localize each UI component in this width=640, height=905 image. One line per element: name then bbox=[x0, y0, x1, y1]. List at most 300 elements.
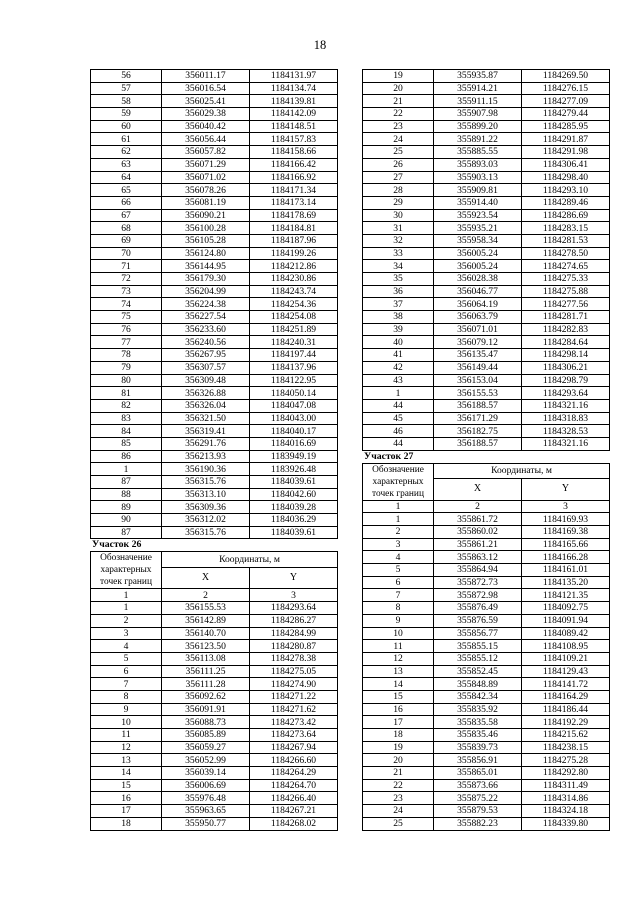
point-number-cell: 10 bbox=[91, 716, 162, 729]
y-coordinate-cell: 1184283.15 bbox=[522, 222, 610, 235]
point-number-cell: 14 bbox=[363, 678, 434, 691]
x-coordinate-cell: 356213.93 bbox=[162, 450, 250, 463]
y-coordinate-cell: 1184324.18 bbox=[522, 805, 610, 818]
point-number-cell: 19 bbox=[363, 741, 434, 754]
x-coordinate-cell: 355839.73 bbox=[434, 741, 522, 754]
x-coordinate-cell: 356092.62 bbox=[162, 690, 250, 703]
x-coordinate-cell: 356111.25 bbox=[162, 665, 250, 678]
table-row bbox=[91, 729, 338, 742]
table-row bbox=[91, 399, 338, 412]
y-coordinate-cell: 1184339.80 bbox=[522, 817, 610, 830]
table-row bbox=[91, 627, 338, 640]
x-coordinate-cell: 356319.41 bbox=[162, 425, 250, 438]
table-row bbox=[363, 234, 610, 247]
point-number-cell: 68 bbox=[91, 222, 162, 235]
point-number-cell: 14 bbox=[91, 767, 162, 780]
y-coordinate-cell: 1184164.29 bbox=[522, 690, 610, 703]
point-number-cell: 44 bbox=[363, 399, 434, 412]
x-coordinate-cell: 355848.89 bbox=[434, 678, 522, 691]
point-number-cell: 67 bbox=[91, 209, 162, 222]
y-coordinate-cell: 1184142.09 bbox=[250, 108, 338, 121]
table-row bbox=[363, 690, 610, 703]
y-coordinate-cell: 1184039.61 bbox=[250, 476, 338, 489]
point-number-cell: 34 bbox=[363, 260, 434, 273]
table-row bbox=[91, 209, 338, 222]
x-coordinate-cell: 355861.21 bbox=[434, 538, 522, 551]
x-coordinate-cell: 355872.73 bbox=[434, 576, 522, 589]
x-coordinate-cell: 355856.77 bbox=[434, 627, 522, 640]
point-number-cell: 40 bbox=[363, 336, 434, 349]
coordinates-table-27 bbox=[362, 463, 610, 831]
y-coordinate-cell: 1184254.08 bbox=[250, 311, 338, 324]
point-number-cell: 22 bbox=[363, 108, 434, 121]
table-row bbox=[363, 589, 610, 602]
table-row bbox=[363, 652, 610, 665]
y-coordinate-cell: 1184254.36 bbox=[250, 298, 338, 311]
point-number-cell: 11 bbox=[91, 729, 162, 742]
y-coordinate-cell: 1184186.44 bbox=[522, 703, 610, 716]
table-row bbox=[363, 399, 610, 412]
table-row bbox=[91, 82, 338, 95]
y-coordinate-cell: 1184266.40 bbox=[250, 792, 338, 805]
y-coordinate-cell: 1184314.86 bbox=[522, 792, 610, 805]
table-row bbox=[91, 476, 338, 489]
x-coordinate-cell: 356321.50 bbox=[162, 412, 250, 425]
point-number-cell: 7 bbox=[91, 678, 162, 691]
point-number-cell: 37 bbox=[363, 298, 434, 311]
point-number-cell: 74 bbox=[91, 298, 162, 311]
y-coordinate-cell: 1184275.28 bbox=[522, 754, 610, 767]
point-number-cell: 30 bbox=[363, 209, 434, 222]
point-number-cell: 73 bbox=[91, 285, 162, 298]
table-row bbox=[91, 450, 338, 463]
y-coordinate-cell: 1184131.97 bbox=[250, 70, 338, 83]
point-number-cell: 18 bbox=[91, 817, 162, 830]
point-number-cell: 31 bbox=[363, 222, 434, 235]
point-number-cell: 4 bbox=[363, 551, 434, 564]
header-y: Y bbox=[250, 567, 338, 589]
left-table-body bbox=[91, 70, 338, 539]
y-coordinate-cell: 1184092.75 bbox=[522, 602, 610, 615]
x-coordinate-cell: 356307.57 bbox=[162, 361, 250, 374]
y-coordinate-cell: 1184298.14 bbox=[522, 349, 610, 362]
table-row bbox=[363, 678, 610, 691]
x-coordinate-cell: 356135.47 bbox=[434, 349, 522, 362]
x-coordinate-cell: 355876.49 bbox=[434, 602, 522, 615]
x-coordinate-cell: 356313.10 bbox=[162, 488, 250, 501]
table-row bbox=[91, 133, 338, 146]
left-column bbox=[90, 69, 337, 831]
point-number-cell: 38 bbox=[363, 311, 434, 324]
x-coordinate-cell: 355865.01 bbox=[434, 767, 522, 780]
table-row bbox=[363, 741, 610, 754]
y-coordinate-cell: 1184269.50 bbox=[522, 70, 610, 83]
y-coordinate-cell: 1184016.69 bbox=[250, 437, 338, 450]
x-coordinate-cell: 355875.22 bbox=[434, 792, 522, 805]
x-coordinate-cell: 356088.73 bbox=[162, 716, 250, 729]
point-number-cell: 17 bbox=[91, 805, 162, 818]
point-number-cell: 82 bbox=[91, 399, 162, 412]
y-coordinate-cell: 1184187.96 bbox=[250, 234, 338, 247]
point-number-cell: 8 bbox=[363, 602, 434, 615]
x-coordinate-cell: 355835.46 bbox=[434, 729, 522, 742]
section-title-27: Участок 27 bbox=[364, 450, 414, 462]
y-coordinate-cell: 1184291.87 bbox=[522, 133, 610, 146]
table-row bbox=[363, 716, 610, 729]
point-number-cell: 41 bbox=[363, 349, 434, 362]
x-coordinate-cell: 356188.57 bbox=[434, 399, 522, 412]
table-row bbox=[91, 311, 338, 324]
point-number-cell: 23 bbox=[363, 120, 434, 133]
table-row bbox=[363, 627, 610, 640]
y-coordinate-cell: 1184169.93 bbox=[522, 513, 610, 526]
point-number-cell: 76 bbox=[91, 323, 162, 336]
y-coordinate-cell: 1184171.34 bbox=[250, 184, 338, 197]
x-coordinate-cell: 355893.03 bbox=[434, 158, 522, 171]
y-coordinate-cell: 1184281.71 bbox=[522, 311, 610, 324]
x-coordinate-cell: 355835.92 bbox=[434, 703, 522, 716]
point-number-cell: 12 bbox=[363, 652, 434, 665]
column-number: 2 bbox=[162, 589, 250, 602]
x-coordinate-cell: 355879.53 bbox=[434, 805, 522, 818]
table-row bbox=[91, 703, 338, 716]
y-coordinate-cell: 1184281.53 bbox=[522, 234, 610, 247]
y-coordinate-cell: 1184141.72 bbox=[522, 678, 610, 691]
table-row bbox=[91, 614, 338, 627]
x-coordinate-cell: 355963.65 bbox=[162, 805, 250, 818]
table-row bbox=[91, 120, 338, 133]
y-coordinate-cell: 1184047.08 bbox=[250, 399, 338, 412]
x-coordinate-cell: 356005.24 bbox=[434, 247, 522, 260]
x-coordinate-cell: 356179.30 bbox=[162, 273, 250, 286]
point-number-cell: 72 bbox=[91, 273, 162, 286]
table-row bbox=[91, 526, 338, 539]
x-coordinate-cell: 356057.82 bbox=[162, 146, 250, 159]
x-coordinate-cell: 356326.88 bbox=[162, 387, 250, 400]
y-coordinate-cell: 1184137.96 bbox=[250, 361, 338, 374]
table-row bbox=[363, 184, 610, 197]
x-coordinate-cell: 356188.57 bbox=[434, 437, 522, 450]
point-number-cell: 13 bbox=[363, 665, 434, 678]
point-number-cell: 35 bbox=[363, 273, 434, 286]
x-coordinate-cell: 356204.99 bbox=[162, 285, 250, 298]
x-coordinate-cell: 355958.34 bbox=[434, 234, 522, 247]
point-number-cell: 9 bbox=[91, 703, 162, 716]
x-coordinate-cell: 355914.21 bbox=[434, 82, 522, 95]
y-coordinate-cell: 1184197.44 bbox=[250, 349, 338, 362]
table-row bbox=[363, 703, 610, 716]
y-coordinate-cell: 1184298.79 bbox=[522, 374, 610, 387]
x-coordinate-cell: 355842.34 bbox=[434, 690, 522, 703]
x-coordinate-cell: 356291.76 bbox=[162, 437, 250, 450]
y-coordinate-cell: 1184273.64 bbox=[250, 729, 338, 742]
table-row bbox=[363, 298, 610, 311]
table-row bbox=[91, 792, 338, 805]
point-number-cell: 9 bbox=[363, 614, 434, 627]
x-coordinate-cell: 356105.28 bbox=[162, 234, 250, 247]
x-coordinate-cell: 355876.59 bbox=[434, 614, 522, 627]
table-row bbox=[91, 247, 338, 260]
table-row bbox=[363, 437, 610, 450]
x-coordinate-cell: 355907.98 bbox=[434, 108, 522, 121]
x-coordinate-cell: 356039.14 bbox=[162, 767, 250, 780]
coordinates-table-left bbox=[90, 69, 338, 539]
point-number-cell: 15 bbox=[91, 779, 162, 792]
table-row bbox=[363, 526, 610, 539]
table-row bbox=[363, 387, 610, 400]
table-row bbox=[91, 95, 338, 108]
point-number-cell: 85 bbox=[91, 437, 162, 450]
x-coordinate-cell: 356064.19 bbox=[434, 298, 522, 311]
x-coordinate-cell: 355864.94 bbox=[434, 564, 522, 577]
x-coordinate-cell: 355923.54 bbox=[434, 209, 522, 222]
point-number-cell: 65 bbox=[91, 184, 162, 197]
y-coordinate-cell: 1184238.15 bbox=[522, 741, 610, 754]
x-coordinate-cell: 356046.77 bbox=[434, 285, 522, 298]
x-coordinate-cell: 356315.76 bbox=[162, 476, 250, 489]
column-number-row bbox=[363, 500, 610, 513]
x-coordinate-cell: 356081.19 bbox=[162, 196, 250, 209]
table-row bbox=[91, 716, 338, 729]
point-number-cell: 83 bbox=[91, 412, 162, 425]
table-row bbox=[91, 437, 338, 450]
point-number-cell: 13 bbox=[91, 754, 162, 767]
x-coordinate-cell: 356079.12 bbox=[434, 336, 522, 349]
y-coordinate-cell: 1184267.21 bbox=[250, 805, 338, 818]
table-row bbox=[91, 463, 338, 476]
x-coordinate-cell: 355856.91 bbox=[434, 754, 522, 767]
table-row bbox=[91, 514, 338, 527]
y-coordinate-cell: 1184148.51 bbox=[250, 120, 338, 133]
point-number-cell: 22 bbox=[363, 779, 434, 792]
x-coordinate-cell: 356240.56 bbox=[162, 336, 250, 349]
point-number-cell: 25 bbox=[363, 146, 434, 159]
y-coordinate-cell: 1184108.95 bbox=[522, 640, 610, 653]
x-coordinate-cell: 356155.53 bbox=[162, 602, 250, 615]
x-coordinate-cell: 355873.66 bbox=[434, 779, 522, 792]
y-coordinate-cell: 1184184.81 bbox=[250, 222, 338, 235]
y-coordinate-cell: 1184276.15 bbox=[522, 82, 610, 95]
y-coordinate-cell: 1184036.29 bbox=[250, 514, 338, 527]
y-coordinate-cell: 1184267.94 bbox=[250, 741, 338, 754]
table-row bbox=[91, 108, 338, 121]
x-coordinate-cell: 356233.60 bbox=[162, 323, 250, 336]
table-row bbox=[91, 754, 338, 767]
table-row bbox=[363, 614, 610, 627]
x-coordinate-cell: 356155.53 bbox=[434, 387, 522, 400]
table-row bbox=[91, 336, 338, 349]
y-coordinate-cell: 1184135.20 bbox=[522, 576, 610, 589]
header-coordinates: Координаты, м bbox=[162, 552, 338, 567]
x-coordinate-cell: 355899.20 bbox=[434, 120, 522, 133]
y-coordinate-cell: 1184275.33 bbox=[522, 273, 610, 286]
table-row bbox=[91, 374, 338, 387]
y-coordinate-cell: 1184040.17 bbox=[250, 425, 338, 438]
y-coordinate-cell: 1184134.74 bbox=[250, 82, 338, 95]
point-number-cell: 24 bbox=[363, 805, 434, 818]
table-row bbox=[363, 247, 610, 260]
x-coordinate-cell: 356040.42 bbox=[162, 120, 250, 133]
table-row bbox=[91, 273, 338, 286]
table-row bbox=[363, 146, 610, 159]
y-coordinate-cell: 1184293.64 bbox=[250, 602, 338, 615]
x-coordinate-cell: 356224.38 bbox=[162, 298, 250, 311]
x-coordinate-cell: 356315.76 bbox=[162, 526, 250, 539]
table-row bbox=[363, 158, 610, 171]
point-number-cell: 33 bbox=[363, 247, 434, 260]
x-coordinate-cell: 356326.04 bbox=[162, 399, 250, 412]
column-number: 2 bbox=[434, 500, 522, 513]
point-number-cell: 2 bbox=[91, 614, 162, 627]
point-number-cell: 1 bbox=[91, 463, 162, 476]
x-coordinate-cell: 356056.44 bbox=[162, 133, 250, 146]
y-coordinate-cell: 1183949.19 bbox=[250, 450, 338, 463]
table-row bbox=[363, 70, 610, 83]
table-row bbox=[91, 678, 338, 691]
y-coordinate-cell: 1184318.83 bbox=[522, 412, 610, 425]
right-column bbox=[362, 69, 609, 831]
y-coordinate-cell: 1184230.86 bbox=[250, 273, 338, 286]
table-row bbox=[91, 146, 338, 159]
point-number-cell: 7 bbox=[363, 589, 434, 602]
y-coordinate-cell: 1184161.01 bbox=[522, 564, 610, 577]
table-row bbox=[363, 108, 610, 121]
table-row bbox=[363, 729, 610, 742]
point-number-cell: 25 bbox=[363, 817, 434, 830]
y-coordinate-cell: 1184039.61 bbox=[250, 526, 338, 539]
point-number-cell: 17 bbox=[363, 716, 434, 729]
x-coordinate-cell: 356309.36 bbox=[162, 501, 250, 514]
header-designation: Обозначение характерных точек границ bbox=[363, 463, 434, 500]
point-number-cell: 23 bbox=[363, 792, 434, 805]
x-coordinate-cell: 356091.91 bbox=[162, 703, 250, 716]
table-row bbox=[363, 95, 610, 108]
y-coordinate-cell: 1184284.64 bbox=[522, 336, 610, 349]
point-number-cell: 29 bbox=[363, 196, 434, 209]
point-number-cell: 43 bbox=[363, 374, 434, 387]
point-number-cell: 57 bbox=[91, 82, 162, 95]
y-coordinate-cell: 1184275.05 bbox=[250, 665, 338, 678]
point-number-cell: 56 bbox=[91, 70, 162, 83]
table-row bbox=[363, 374, 610, 387]
point-number-cell: 75 bbox=[91, 311, 162, 324]
table-row bbox=[91, 298, 338, 311]
table-row bbox=[91, 690, 338, 703]
x-coordinate-cell: 355914.40 bbox=[434, 196, 522, 209]
table-row bbox=[91, 234, 338, 247]
table-row bbox=[91, 652, 338, 665]
x-coordinate-cell: 356144.95 bbox=[162, 260, 250, 273]
y-coordinate-cell: 1184274.90 bbox=[250, 678, 338, 691]
y-coordinate-cell: 1184328.53 bbox=[522, 425, 610, 438]
y-coordinate-cell: 1184282.83 bbox=[522, 323, 610, 336]
y-coordinate-cell: 1184264.70 bbox=[250, 779, 338, 792]
point-number-cell: 2 bbox=[363, 526, 434, 539]
x-coordinate-cell: 355852.45 bbox=[434, 665, 522, 678]
table-row bbox=[363, 222, 610, 235]
x-coordinate-cell: 355976.48 bbox=[162, 792, 250, 805]
y-coordinate-cell: 1184274.65 bbox=[522, 260, 610, 273]
x-coordinate-cell: 356052.99 bbox=[162, 754, 250, 767]
table-row bbox=[363, 779, 610, 792]
table-row bbox=[91, 412, 338, 425]
point-number-cell: 16 bbox=[91, 792, 162, 805]
x-coordinate-cell: 356153.04 bbox=[434, 374, 522, 387]
point-number-cell: 79 bbox=[91, 361, 162, 374]
y-coordinate-cell: 1183926.48 bbox=[250, 463, 338, 476]
y-coordinate-cell: 1184321.16 bbox=[522, 399, 610, 412]
y-coordinate-cell: 1184178.69 bbox=[250, 209, 338, 222]
y-coordinate-cell: 1184278.50 bbox=[522, 247, 610, 260]
point-number-cell: 18 bbox=[363, 729, 434, 742]
x-coordinate-cell: 356016.54 bbox=[162, 82, 250, 95]
y-coordinate-cell: 1184173.14 bbox=[250, 196, 338, 209]
x-coordinate-cell: 356005.24 bbox=[434, 260, 522, 273]
table-row bbox=[91, 387, 338, 400]
table-row bbox=[91, 805, 338, 818]
table-row bbox=[363, 412, 610, 425]
x-coordinate-cell: 355935.21 bbox=[434, 222, 522, 235]
x-coordinate-cell: 355872.98 bbox=[434, 589, 522, 602]
y-coordinate-cell: 1184266.60 bbox=[250, 754, 338, 767]
y-coordinate-cell: 1184277.09 bbox=[522, 95, 610, 108]
y-coordinate-cell: 1184277.56 bbox=[522, 298, 610, 311]
table-row bbox=[91, 741, 338, 754]
y-coordinate-cell: 1184286.27 bbox=[250, 614, 338, 627]
point-number-cell: 62 bbox=[91, 146, 162, 159]
point-number-cell: 81 bbox=[91, 387, 162, 400]
y-coordinate-cell: 1184050.14 bbox=[250, 387, 338, 400]
x-coordinate-cell: 355909.81 bbox=[434, 184, 522, 197]
table-row bbox=[363, 513, 610, 526]
y-coordinate-cell: 1184306.41 bbox=[522, 158, 610, 171]
point-number-cell: 24 bbox=[363, 133, 434, 146]
table-row bbox=[363, 817, 610, 830]
table-row bbox=[91, 171, 338, 184]
x-coordinate-cell: 356140.70 bbox=[162, 627, 250, 640]
y-coordinate-cell: 1184199.26 bbox=[250, 247, 338, 260]
table-row bbox=[363, 805, 610, 818]
section-title-26: Участок 26 bbox=[92, 539, 142, 551]
x-coordinate-cell: 356006.69 bbox=[162, 779, 250, 792]
table-row bbox=[363, 120, 610, 133]
point-number-cell: 87 bbox=[91, 476, 162, 489]
point-number-cell: 1 bbox=[363, 387, 434, 400]
x-coordinate-cell: 355835.58 bbox=[434, 716, 522, 729]
point-number-cell: 87 bbox=[91, 526, 162, 539]
x-coordinate-cell: 355861.72 bbox=[434, 513, 522, 526]
x-coordinate-cell: 356309.48 bbox=[162, 374, 250, 387]
x-coordinate-cell: 356071.01 bbox=[434, 323, 522, 336]
y-coordinate-cell: 1184139.81 bbox=[250, 95, 338, 108]
table-row bbox=[363, 640, 610, 653]
point-number-cell: 21 bbox=[363, 767, 434, 780]
x-coordinate-cell: 356059.27 bbox=[162, 741, 250, 754]
y-coordinate-cell: 1184121.35 bbox=[522, 589, 610, 602]
table-row bbox=[363, 196, 610, 209]
table-row bbox=[363, 361, 610, 374]
table-26-body bbox=[91, 602, 338, 830]
y-coordinate-cell: 1184273.42 bbox=[250, 716, 338, 729]
table-row bbox=[363, 82, 610, 95]
table-row bbox=[363, 260, 610, 273]
x-coordinate-cell: 355911.15 bbox=[434, 95, 522, 108]
y-coordinate-cell: 1184039.28 bbox=[250, 501, 338, 514]
y-coordinate-cell: 1184166.28 bbox=[522, 551, 610, 564]
point-number-cell: 58 bbox=[91, 95, 162, 108]
point-number-cell: 8 bbox=[91, 690, 162, 703]
x-coordinate-cell: 356111.28 bbox=[162, 678, 250, 691]
